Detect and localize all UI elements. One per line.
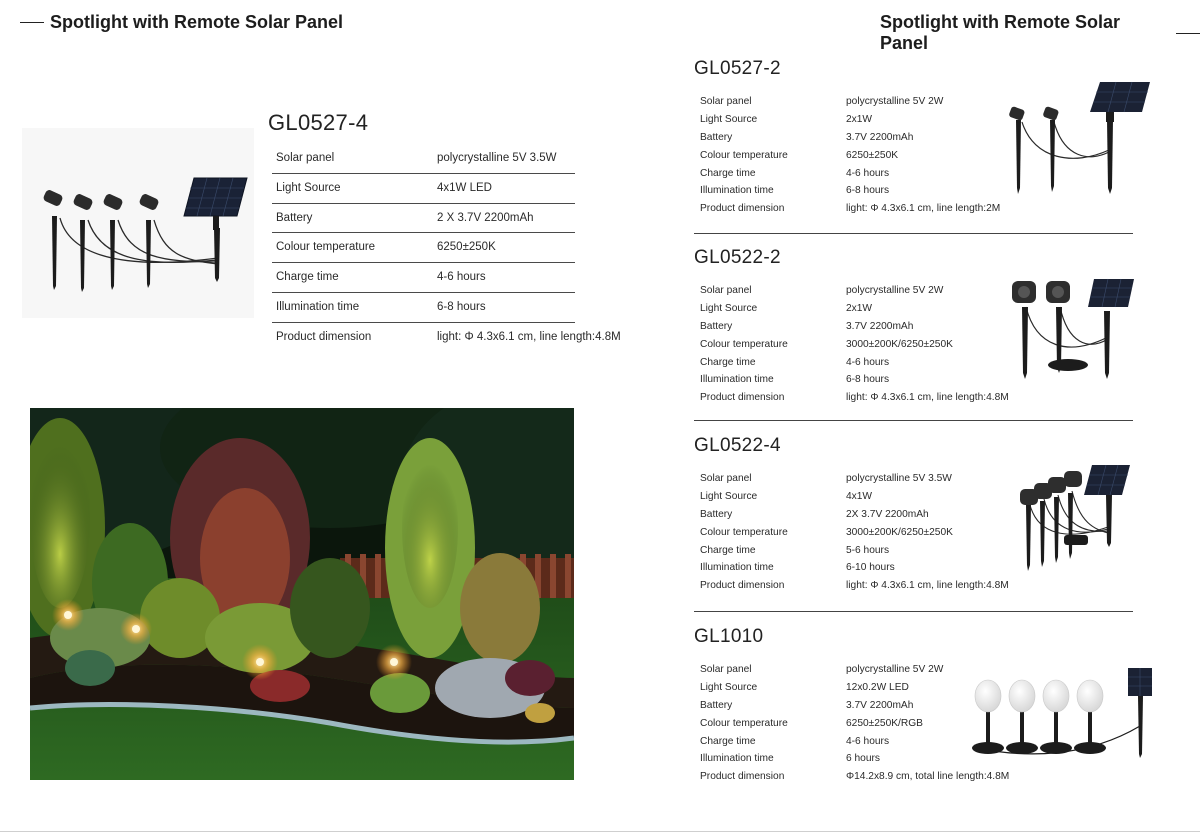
spec-label: Colour temperature [700,338,788,350]
spec-value: light: Φ 4.3x6.1 cm, line length:4.8M [846,392,1009,404]
spec-row [700,201,1030,219]
spec-value: 6 hours [846,753,880,765]
spec-value: 6-8 hours [437,300,486,313]
spec-row [272,174,575,204]
spec-row [272,323,621,352]
spec-label: Illumination time [700,185,774,197]
spec-label: Light Source [700,113,758,125]
product-gl0527-2 [694,58,1134,238]
spec-value: 4-6 hours [846,735,890,747]
spec-label: Colour temperature [700,717,788,729]
spec-value: 4-6 hours [846,356,890,368]
spec-value: 3000±200K/6250±250K [846,338,953,350]
product-spec-list [700,94,1030,219]
spec-value: 4x1W LED [437,181,492,194]
product-model-title: GL0522-2 [694,247,781,268]
gl0522-4-product-image [1018,465,1134,580]
spec-label: Solar panel [276,152,335,164]
header-rule [20,22,44,23]
spec-value: 6-10 hours [846,562,895,574]
spec-row [700,355,1030,373]
spec-row [700,507,1030,525]
product-model-title: GL0527-2 [694,58,781,79]
spec-row [700,372,1030,390]
spec-value: 2X 3.7V 2200mAh [846,508,929,520]
spec-value: polycrystalline 5V 3.5W [846,473,952,484]
section-divider [694,611,1133,612]
spec-row [700,489,1030,507]
spec-row [700,112,1030,130]
gl0522-2-product-image [1008,277,1138,388]
spec-value: polycrystalline 5V 2W [846,664,944,675]
spec-label: Colour temperature [276,241,376,254]
spec-label: Solar panel [700,664,752,675]
spec-value: 4-6 hours [846,167,890,179]
spec-row [700,560,1030,578]
spec-label: Light Source [700,302,758,314]
spec-label: Solar panel [700,96,752,107]
spec-value: 6250±250K [437,241,496,254]
spec-value: 6-8 hours [846,374,890,386]
spec-label: Charge time [276,271,339,284]
spec-row [700,319,1030,337]
spec-row [700,148,1030,166]
spec-value: 2x1W [846,302,873,314]
spec-label: Charge time [700,544,756,556]
spec-label: Product dimension [700,580,785,592]
spec-value: polycrystalline 5V 2W [846,285,944,296]
spec-row [700,471,1030,489]
left-page-title: Spotlight with Remote Solar Panel [50,12,344,32]
spec-label: Solar panel [700,473,752,484]
spec-value: polycrystalline 5V 3.5W [437,152,557,164]
spec-row [700,130,1030,148]
header-rule [1176,33,1200,34]
spec-label: Battery [700,320,733,332]
spec-label: Illumination time [700,562,774,574]
spec-row [272,144,575,174]
spec-label: Charge time [700,167,756,179]
gl1010-product-image [966,666,1156,767]
product-spec-list [700,471,1030,596]
spec-row [700,543,1030,561]
product-spec-list [700,283,1030,408]
spec-label: Product dimension [700,392,785,404]
spec-value: 3.7V 2200mAh [846,320,914,332]
spec-row [700,283,1030,301]
spec-label: Battery [276,211,313,224]
page-bottom-divider [0,831,1200,832]
section-divider [694,233,1133,234]
spec-label: Charge time [700,356,756,368]
spec-label: Light Source [276,181,341,194]
gl0527-4-product-image [22,128,254,318]
spec-value: 6250±250K/RGB [846,717,923,729]
spec-row [272,204,575,234]
spec-value: 2x1W [846,113,873,125]
product-model-title: GL0522-4 [694,435,781,456]
product-model-title: GL1010 [694,626,764,647]
spec-value: light: Φ 4.3x6.1 cm, line length:4.8M [846,580,1009,592]
gl0527-2-product-image [1004,80,1154,203]
spec-row [700,166,1030,184]
spec-label: Charge time [700,735,756,747]
spec-label: Illumination time [700,374,774,386]
spec-row [700,94,1030,112]
spec-row [700,301,1030,319]
spec-row [272,293,575,323]
spec-label: Colour temperature [700,526,788,538]
spec-label: Product dimension [276,330,372,343]
spec-row [700,337,1030,355]
spec-label: Colour temperature [700,149,788,161]
spec-row [700,390,1030,408]
spec-label: Light Source [700,490,758,502]
spec-value: Φ14.2x8.9 cm, total line length:4.8M [846,771,1010,783]
spec-value: 12x0.2W LED [846,681,909,693]
spec-label: Light Source [700,681,758,693]
right-page-title: Spotlight with Remote Solar Panel [880,12,1121,53]
garden-night-photo [30,408,574,780]
spec-row [272,233,575,263]
spec-value: 5-6 hours [846,544,890,556]
spec-label: Illumination time [700,753,774,765]
gl0527-4-spec-table [272,144,621,352]
spec-label: Battery [700,699,733,711]
spec-value: 6250±250K [846,149,899,161]
spec-value: 3000±200K/6250±250K [846,526,953,538]
spec-row [700,769,1030,787]
spec-value: 4-6 hours [437,271,486,284]
spec-label: Illumination time [276,300,360,313]
spec-label: Solar panel [700,285,752,296]
spec-row [700,578,1030,596]
product-gl0522-4 [694,435,1134,615]
spec-label: Product dimension [700,203,785,215]
spec-value: light: Φ 4.3x6.1 cm, line length:4.8M [437,330,621,343]
spec-value: light: Φ 4.3x6.1 cm, line length:2M [846,203,1001,215]
spec-label: Battery [700,508,733,520]
spec-label: Product dimension [700,771,785,783]
product-gl0522-2 [694,247,1134,427]
section-divider [694,420,1133,421]
spec-label: Battery [700,131,733,143]
spec-value: 6-8 hours [846,185,890,197]
right-page-header [880,12,1200,54]
spec-row [700,183,1030,201]
spec-value: 4x1W [846,490,873,502]
spec-value: polycrystalline 5V 2W [846,96,944,107]
spec-row [272,263,575,293]
spec-value: 3.7V 2200mAh [846,131,914,143]
gl0527-4-model-title: GL0527-4 [268,110,369,135]
left-page-header [20,12,343,33]
product-gl1010 [694,626,1134,806]
spec-value: 3.7V 2200mAh [846,699,914,711]
spec-value: 2 X 3.7V 2200mAh [437,211,534,224]
spec-row [700,525,1030,543]
